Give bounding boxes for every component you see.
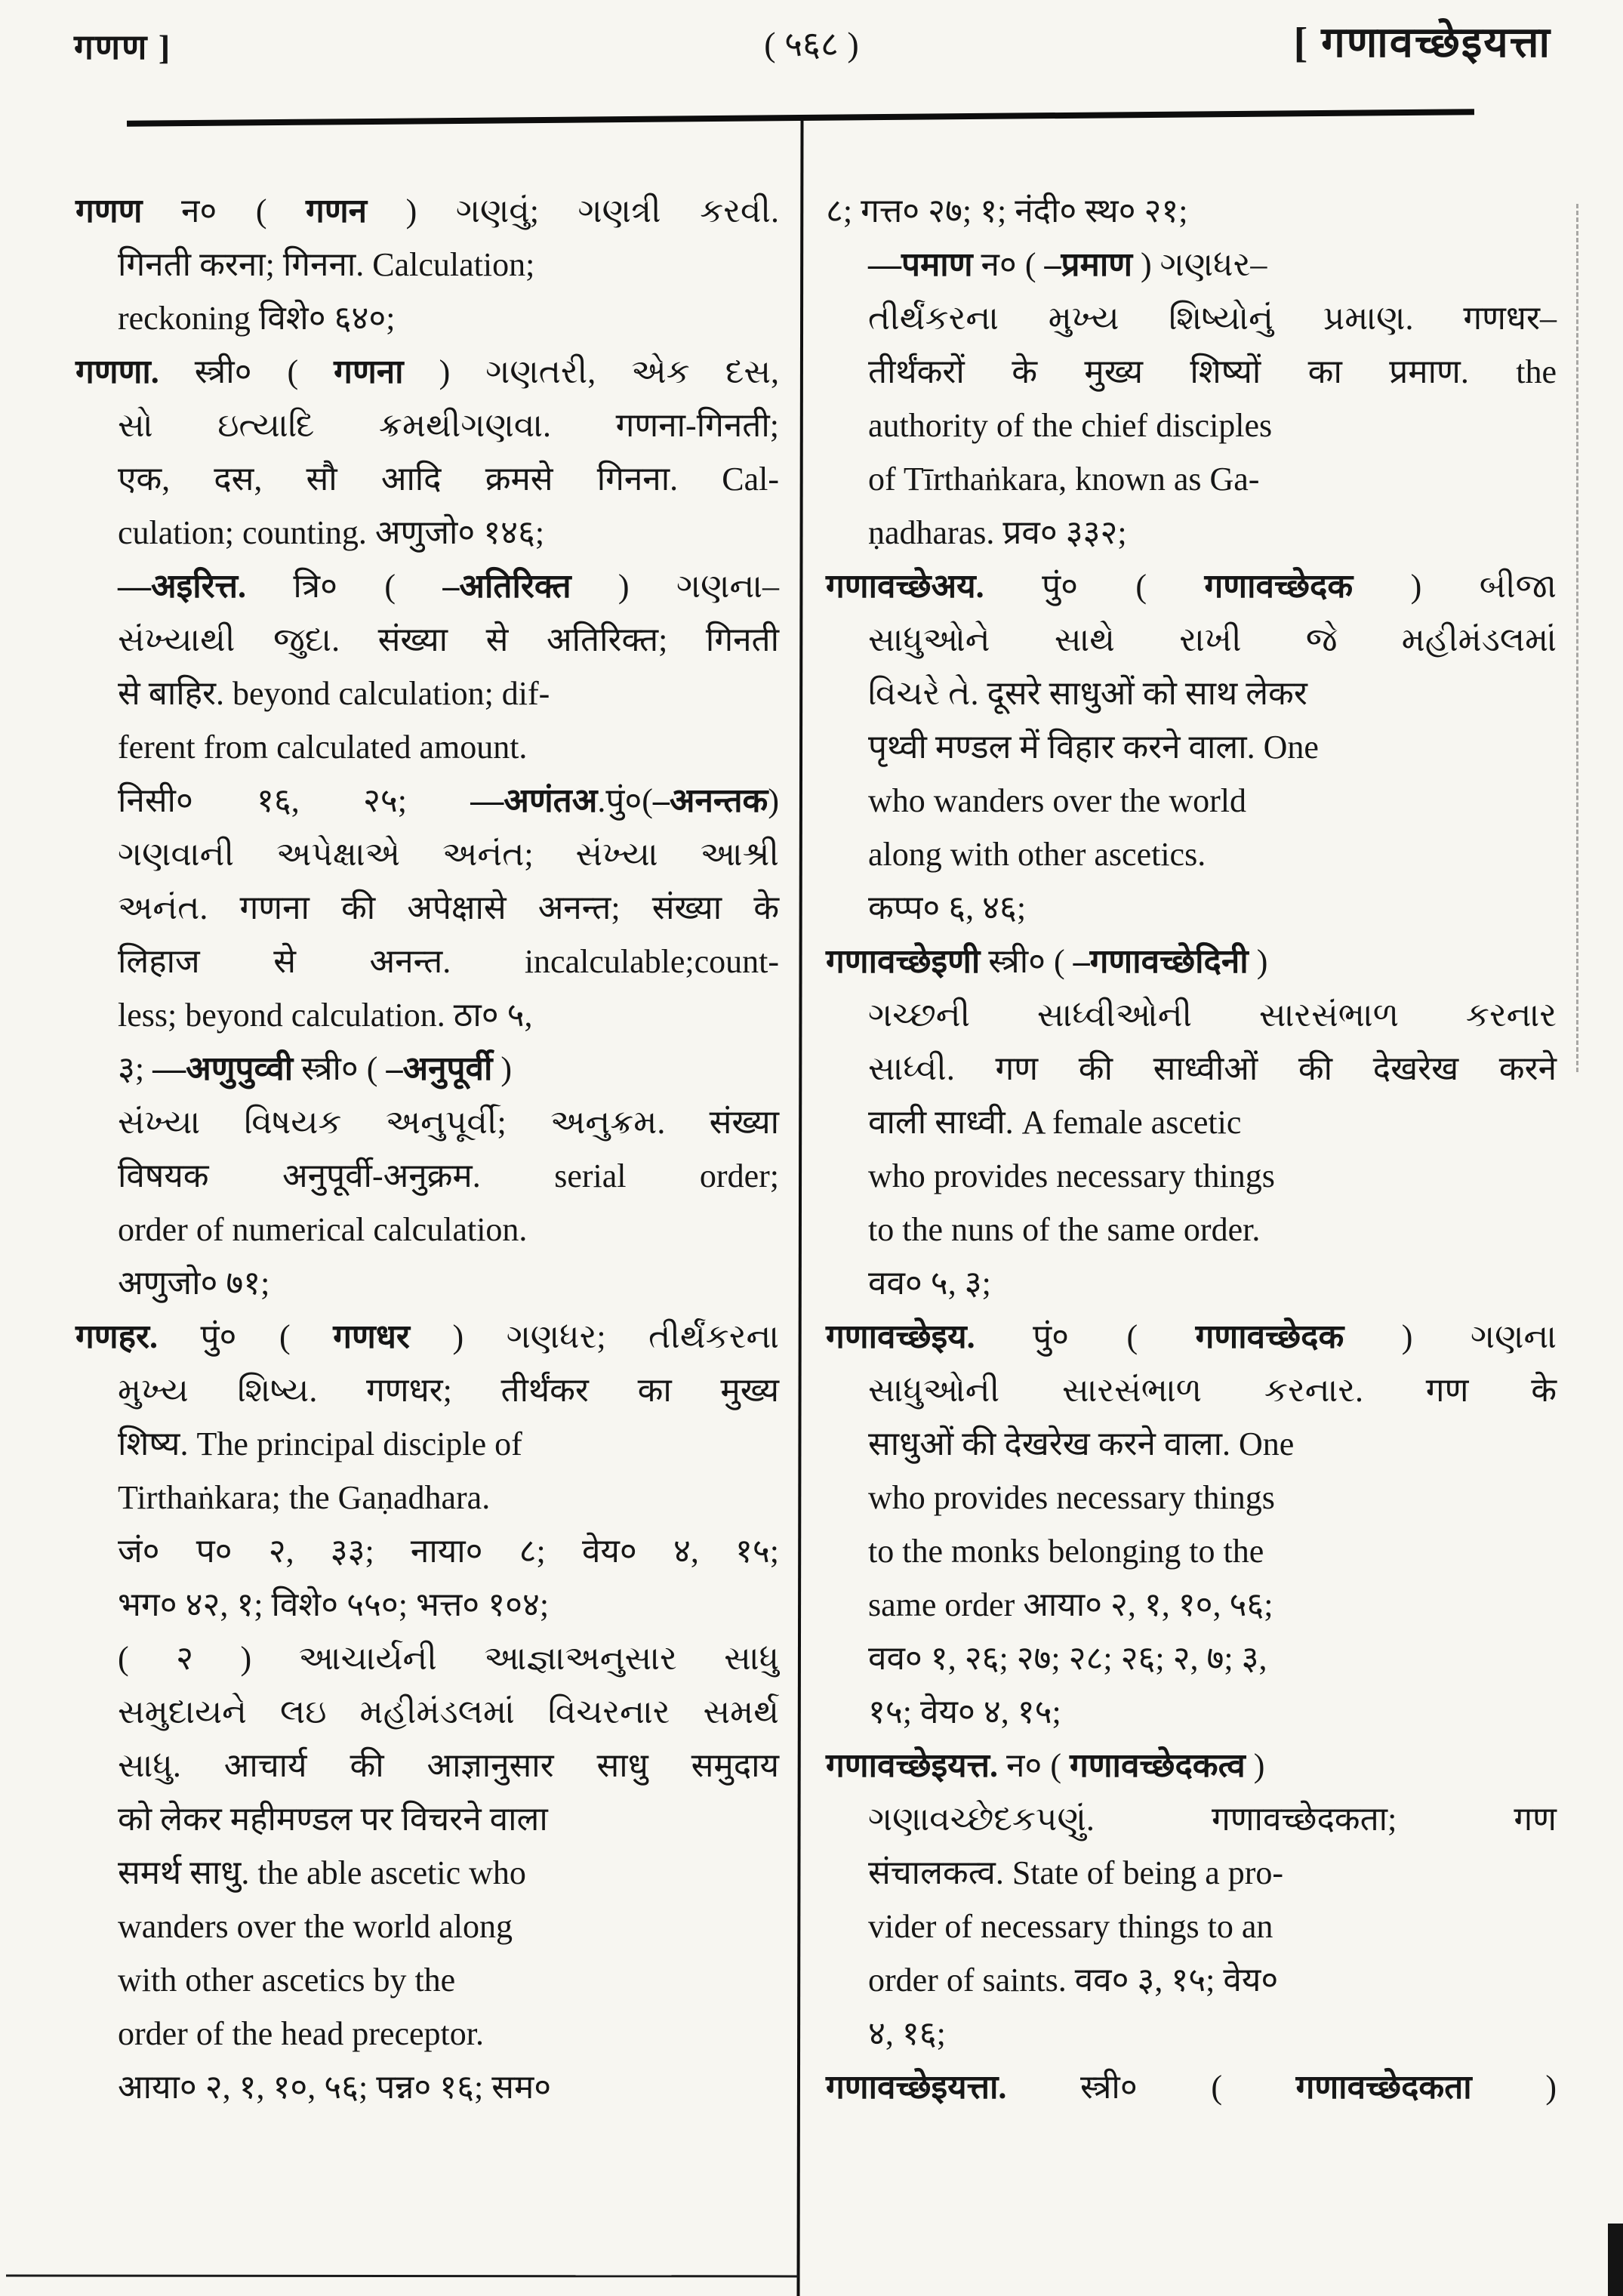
entry-headword-line: गणावच्छेइयत्ता. स्त्री० ( गणावच्छेदकता ) (826, 2069, 1557, 2106)
entry-line: गिनती करना; गिनना. Calculation; (118, 246, 535, 283)
entry-line: who provides necessary things (868, 1479, 1275, 1516)
column-right (826, 184, 1557, 2114)
dictionary-entry (826, 184, 1557, 559)
entry-line: ३; —अणुपुव्वी स्त्री० ( –अनुपूर्वी ) (118, 1050, 512, 1087)
entry-line: कप्प० ६, ४६; (868, 889, 1027, 926)
entry-line: शिष्य. The principal disciple of (118, 1425, 522, 1462)
entry-line: वाली साध्वी. A female ascetic (868, 1104, 1242, 1141)
entry-headword-line: गणावच्छेइयत्त. न० ( गणावच्छेदकत्व ) (826, 1747, 1265, 1784)
entry-line: ( २ ) આચાર્યની આજ્ઞાઅનુસાર સાધુ (118, 1640, 779, 1677)
entry-line: order of the head preceptor. (118, 2015, 484, 2052)
entry-line: to the nuns of the same order. (868, 1211, 1261, 1248)
dictionary-entry (826, 935, 1557, 1310)
entry-line: સાધુઓની સારસંભાળ કરનાર. गण के (868, 1372, 1557, 1409)
entry-line: ṇadharas. प्रव० ३३२; (868, 514, 1127, 551)
entry-line: of Tīrthaṅkara, known as Ga- (868, 461, 1260, 498)
dictionary-entry (75, 345, 779, 1310)
entry-line: एक, दस, सौ आदि क्रमसे गिनना. Cal- (118, 461, 779, 498)
entry-line: ferent from calculated amount. (118, 729, 528, 766)
entry-line: સમુદાયને લઇ મહીમંડલમાં વિચરનાર સમર્થ (118, 1693, 779, 1730)
page-number: ( ५६८ ) (764, 25, 859, 63)
entry-line: સાધ્વી. गण की साध्वीओं की देखरेख करने (868, 1050, 1557, 1087)
entry-line: with other ascetics by the (118, 1962, 456, 1999)
column-left (75, 184, 779, 2114)
running-head-left: गणण ] (74, 28, 172, 66)
dictionary-entry (75, 1310, 779, 2114)
entry-line: ગણાવચ્છેદકપણું. गणावच्छेदकता; गण (868, 1801, 1557, 1838)
entry-line: સાધુ. आचार्य की आज्ञानुसार साधु समुदाय (118, 1747, 779, 1784)
entry-line: to the monks belonging to the (868, 1533, 1264, 1570)
entry-line: સંખ્યાથી જુદા. संख्या से अतिरिक्त; गिनती (118, 621, 779, 658)
entry-line: વિચરે તે. दूसरे साधुओं को साथ लेकर (868, 675, 1307, 712)
entry-headword-line: गणावच्छेअय. पुं० ( गणावच्छेदक ) બીજા (826, 568, 1557, 605)
entry-headword-line: गणावच्छेइय. पुं० ( गणावच्छेदक ) ગણના (826, 1318, 1557, 1355)
entry-line: culation; counting. अणुजो० १४६; (118, 514, 545, 551)
entry-line: १५; वेय० ४, १५; (868, 1693, 1061, 1730)
entry-line: आया० २, १, १०, ५६; पन्न० १६; सम० (118, 2069, 552, 2106)
entry-line: less; beyond calculation. ठा० ५, (118, 997, 533, 1034)
running-head-right: [ गणावच्छेइयत्ता (1293, 20, 1551, 66)
entry-line: તીર્થંકરના મુખ્ય શિષ્યોનું પ્રમાણ. गणधर– (868, 300, 1557, 337)
column-divider-rule (796, 119, 803, 2296)
entry-line: along with other ascetics. (868, 836, 1206, 873)
entry-line: —अइरित्त. त्रि० ( –अतिरिक्त ) ગણના– (118, 568, 780, 605)
entry-line: लिहाज से अनन्त. incalculable;count- (118, 943, 779, 980)
dictionary-entry (826, 1739, 1557, 2060)
entry-headword-line: गणावच्छेइणी स्त्री० ( –गणावच्छेदिनी ) (826, 943, 1268, 980)
entry-line: विषयक अनुपूर्वी-अनुक्रम. serial order; (118, 1157, 779, 1194)
dictionary-entry (826, 1310, 1557, 1739)
entry-line: भग० ४२, १; विशे० ५५०; भत्त० १०४; (118, 1586, 550, 1623)
entry-line: —पमाण न० ( –प्रमाण ) ગણધર– (868, 246, 1267, 283)
entry-line: ગચ્છની સાધ્વીઓની સારસંભાળ કરનાર (868, 997, 1557, 1034)
entry-line: पृथ्वी मण्डल में विहार करने वाला. One (868, 729, 1319, 766)
entry-line: वव० ५, ३; (868, 1265, 991, 1302)
entry-line: Tirthaṅkara; the Gaṇadhara. (118, 1479, 491, 1516)
entry-line: authority of the chief disciples (868, 407, 1273, 444)
entry-line: साधुओं की देखरेख करने वाला. One (868, 1425, 1295, 1462)
dictionary-entry (75, 184, 779, 345)
entry-line: order of saints. वव० ३, १५; वेय० (868, 1962, 1279, 1999)
entry-line: wanders over the world along (118, 1908, 513, 1945)
bottom-scan-rule (6, 2275, 799, 2278)
entry-line: who provides necessary things (868, 1157, 1275, 1194)
entry-line: order of numerical calculation. (118, 1211, 528, 1248)
dictionary-entry (826, 2060, 1557, 2114)
dictionary-entry (826, 559, 1557, 935)
entry-line: vider of necessary things to an (868, 1908, 1273, 1945)
entry-line: से बाहिर. beyond calculation; dif- (118, 675, 550, 712)
scan-edge-artifact (1576, 204, 1578, 1072)
entry-headword-line: ८; गत्त० २७; १; नंदी० स्थ० २१; (826, 193, 1188, 230)
entry-line: तीर्थंकरों के मुख्य शिष्यों का प्रमाण. the (868, 353, 1557, 390)
entry-headword-line: गणण न० ( गणन ) ગણવું; ગણત્રી કરવી. (75, 193, 780, 230)
entry-line: who wanders over the world (868, 782, 1246, 819)
entry-line: અનંત. गणना की अपेक्षासे अनन्त; संख्या के (118, 889, 779, 926)
entry-line: સંખ્યા વિષયક અનુપૂર્વી; અનુક્રમ. संख्या (118, 1104, 779, 1141)
entry-line: जं० प० २, ३३; नाया० ८; वेय० ४, १५; (118, 1533, 779, 1570)
entry-line: same order आया० २, १, १०, ५६; (868, 1586, 1273, 1623)
entry-line: समर्थ साधु. the able ascetic who (118, 1854, 526, 1891)
scan-corner-artifact (1608, 2224, 1623, 2296)
entry-line: अणुजो० ७१; (118, 1265, 270, 1302)
entry-line: reckoning विशे० ६४०; (118, 300, 396, 337)
entry-line: ४, १६; (868, 2015, 946, 2052)
entry-line: को लेकर महीमण्डल पर विचरने वाला (118, 1801, 548, 1838)
entry-line: संचालकत्व. State of being a pro- (868, 1854, 1284, 1891)
entry-headword-line: गणहर. पुं० ( गणधर ) ગણધર; તીર્થંકરના (75, 1318, 780, 1355)
entry-line: निसी० १६, २५; —अणंतअ.पुं०(–अनन्तक) (118, 782, 779, 819)
entry-headword-line: गणणा. स्त्री० ( गणना ) ગણતરી, એક દસ, (75, 353, 779, 390)
entry-line: वव० १, २६; २७; २८; २६; २, ७; ३, (868, 1640, 1267, 1677)
entry-line: સો ઇત્યાદિ ક્રમથીગણવા. गणना-गिनती; (118, 407, 779, 444)
entry-line: સાધુઓને સાથે રાખી જે મહીમંડલમાં (868, 621, 1557, 658)
entry-line: ગણવાની અપેક્ષાએ અનંત; સંખ્યા આશ્રી (118, 836, 779, 873)
entry-line: મુખ્ય શિષ્ય. गणधर; तीर्थंकर का मुख्य (118, 1372, 779, 1409)
